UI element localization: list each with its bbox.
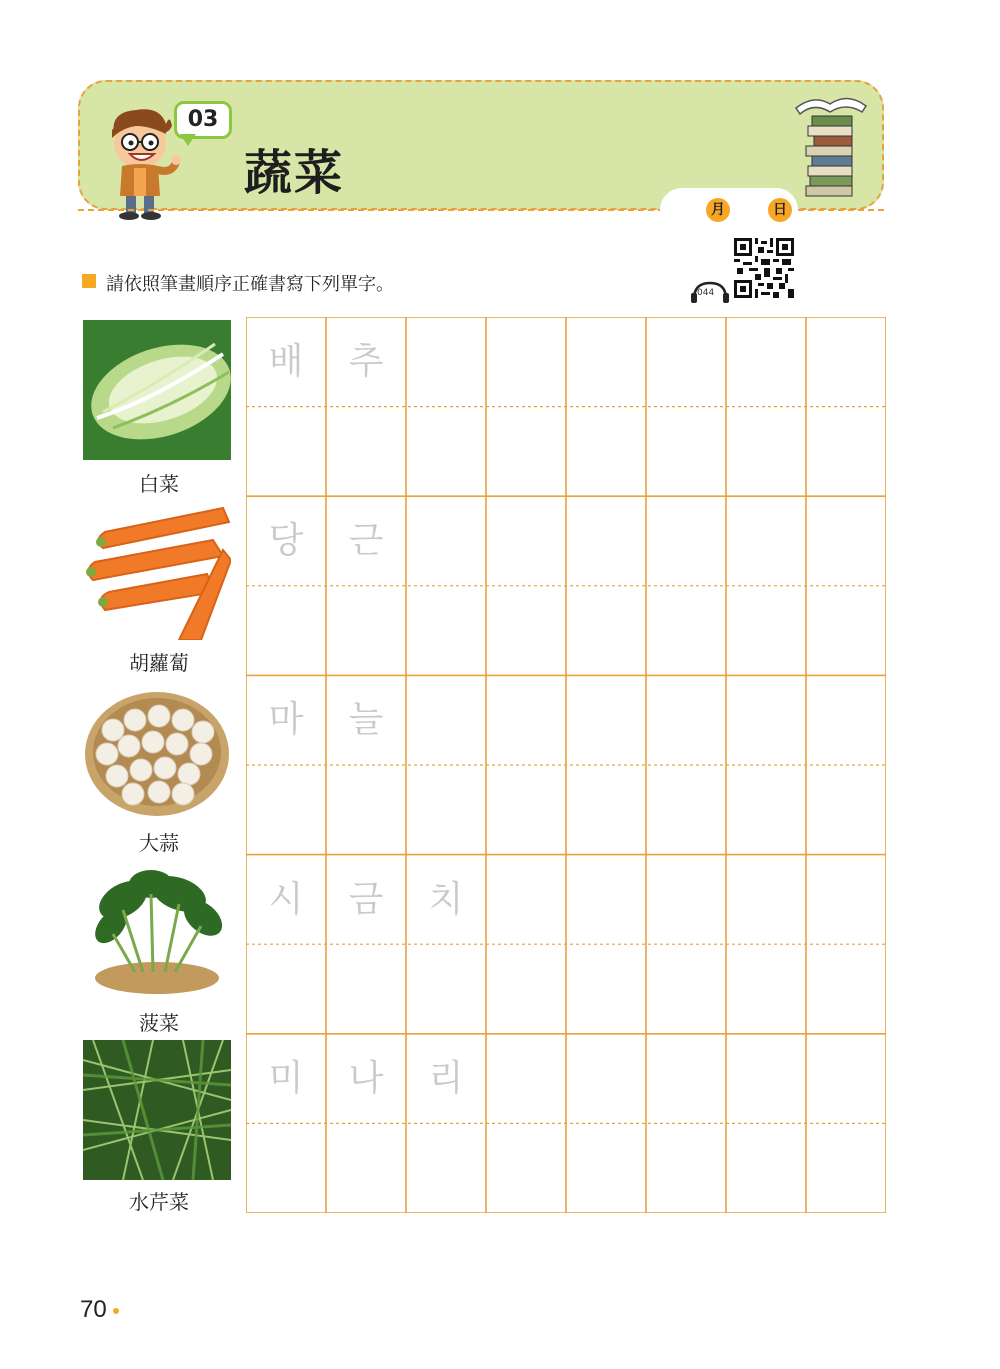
writing-cell[interactable] (726, 586, 806, 676)
writing-cell[interactable] (406, 765, 486, 855)
writing-cell[interactable] (726, 855, 806, 945)
book-stack-icon (790, 90, 870, 200)
writing-cell[interactable] (246, 586, 326, 676)
guide-syllable[interactable]: 나 (348, 1057, 384, 1099)
caption-spinach: 菠菜 (139, 1011, 179, 1035)
instruction-bullet-icon (82, 274, 96, 288)
writing-cell[interactable] (406, 496, 486, 586)
writing-cell[interactable] (646, 675, 726, 765)
writing-cell[interactable] (566, 1034, 646, 1124)
writing-cell[interactable] (406, 675, 486, 765)
page-number: 70 (80, 1296, 107, 1323)
writing-cell[interactable] (646, 765, 726, 855)
guide-syllable[interactable]: 미 (268, 1057, 304, 1099)
writing-cell[interactable] (566, 317, 646, 407)
guide-syllable[interactable]: 늘 (348, 699, 384, 741)
guide-syllable[interactable]: 리 (428, 1057, 464, 1099)
guide-syllable[interactable]: 당 (268, 520, 304, 562)
writing-cell[interactable] (726, 1034, 806, 1124)
writing-cell[interactable] (806, 1123, 886, 1213)
writing-cell[interactable] (726, 765, 806, 855)
writing-cell[interactable] (406, 407, 486, 497)
guide-syllable[interactable]: 금 (348, 878, 384, 920)
writing-cell[interactable] (646, 496, 726, 586)
writing-cell[interactable] (326, 944, 406, 1034)
guide-syllable[interactable]: 치 (428, 878, 464, 920)
writing-cell[interactable] (566, 675, 646, 765)
writing-cell[interactable] (726, 944, 806, 1034)
writing-cell[interactable] (246, 944, 326, 1034)
writing-cell[interactable] (806, 317, 886, 407)
month-label: 月 (706, 198, 730, 222)
writing-cell[interactable] (646, 317, 726, 407)
water-dropwort-photo (83, 1040, 231, 1180)
writing-cell[interactable] (806, 675, 886, 765)
spinach-photo (83, 860, 231, 1000)
writing-cell[interactable] (246, 1123, 326, 1213)
writing-cell[interactable] (326, 407, 406, 497)
caption-carrot: 胡蘿蔔 (129, 651, 189, 675)
page-title: 蔬菜 (244, 145, 345, 201)
napa-cabbage-photo (83, 320, 231, 460)
writing-cell[interactable] (646, 944, 726, 1034)
writing-cell[interactable] (486, 765, 566, 855)
audio-track-number: 044 (697, 288, 715, 298)
writing-cell[interactable] (326, 586, 406, 676)
writing-cell[interactable] (806, 496, 886, 586)
writing-cell[interactable] (486, 496, 566, 586)
guide-syllable[interactable]: 시 (268, 878, 304, 920)
writing-cell[interactable] (646, 1034, 726, 1124)
writing-cell[interactable] (646, 407, 726, 497)
garlic-photo (83, 680, 231, 820)
writing-cell[interactable] (566, 586, 646, 676)
writing-cell[interactable] (566, 496, 646, 586)
writing-cell[interactable] (726, 496, 806, 586)
writing-cell[interactable] (246, 765, 326, 855)
writing-cell[interactable] (486, 586, 566, 676)
writing-cell[interactable] (806, 1034, 886, 1124)
writing-practice-grid (246, 317, 886, 1213)
day-label: 日 (768, 198, 792, 222)
writing-cell[interactable] (726, 407, 806, 497)
writing-cell[interactable] (486, 944, 566, 1034)
writing-cell[interactable] (806, 855, 886, 945)
writing-cell[interactable] (326, 1123, 406, 1213)
caption-water-dropwort: 水芹菜 (129, 1190, 189, 1214)
lesson-number-badge: 03 (174, 101, 232, 139)
writing-cell[interactable] (806, 586, 886, 676)
writing-cell[interactable] (246, 407, 326, 497)
writing-cell[interactable] (806, 407, 886, 497)
writing-cell[interactable] (486, 317, 566, 407)
guide-syllable[interactable]: 근 (348, 520, 384, 562)
writing-cell[interactable] (646, 1123, 726, 1213)
writing-cell[interactable] (566, 944, 646, 1034)
writing-cell[interactable] (726, 317, 806, 407)
writing-cell[interactable] (406, 1123, 486, 1213)
writing-cell[interactable] (566, 765, 646, 855)
guide-syllable[interactable]: 마 (268, 699, 304, 741)
writing-cell[interactable] (406, 586, 486, 676)
qr-code-icon[interactable] (734, 238, 794, 298)
writing-cell[interactable] (406, 317, 486, 407)
carrot-photo (83, 500, 231, 640)
writing-cell[interactable] (486, 1034, 566, 1124)
writing-cell[interactable] (486, 1123, 566, 1213)
writing-cell[interactable] (566, 855, 646, 945)
guide-syllable[interactable]: 추 (348, 341, 384, 382)
guide-syllable[interactable]: 배 (268, 341, 304, 382)
writing-cell[interactable] (486, 675, 566, 765)
instruction-text: 請依照筆畫順序正確書寫下列單字。 (106, 274, 394, 295)
writing-cell[interactable] (406, 944, 486, 1034)
writing-cell[interactable] (566, 407, 646, 497)
boy-mascot-icon (96, 104, 186, 222)
writing-cell[interactable] (646, 855, 726, 945)
page-number-dot (113, 1308, 119, 1314)
caption-garlic: 大蒜 (139, 831, 179, 855)
lesson-bubble-tail (180, 134, 196, 146)
writing-cell[interactable] (566, 1123, 646, 1213)
writing-cell[interactable] (806, 765, 886, 855)
caption-napa-cabbage: 白菜 (139, 472, 179, 496)
writing-cell[interactable] (726, 1123, 806, 1213)
writing-cell[interactable] (726, 675, 806, 765)
writing-cell[interactable] (486, 407, 566, 497)
writing-cell[interactable] (486, 855, 566, 945)
writing-cell[interactable] (806, 944, 886, 1034)
writing-cell[interactable] (326, 765, 406, 855)
writing-cell[interactable] (646, 586, 726, 676)
